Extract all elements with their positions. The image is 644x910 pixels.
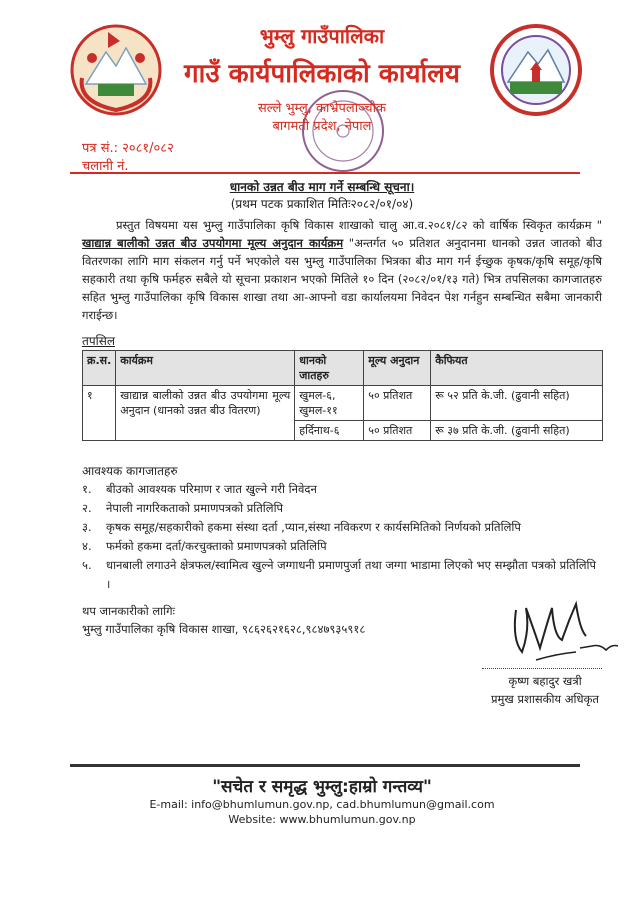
letter-number: पत्र सं.: २०८१/०८२ [82,141,174,156]
body-text-2: "अन्तर्गत ५० प्रतिशत अनुदानमा धानको उन्नत जातको बीउ वितरणका लागि माग संकलन गर्नु पर्ने भएकोले यस भुम्लु गाउँपालिका भित्रका बीउ माग गर्न ईच्छुक कृषक/कृषि समूह/कृषि सहकारी तथा कृषि फर्महरु सबैले यो सूचना प्रकाशन भएको मितिले १० दिन (२०८२/०१/१३ गते) भित्र तपसिलका कागजातहरु सहित भुम्लु गाउँपालिका कृषि विकास शाखा तथा आ-आफ्नो वडा कार्यालयमा निवेदन पेश गर्नहुन सम्बन्धित सबैमा जानकारी गराईन्छ। [82,236,602,322]
dispatch-number: चलानी नं. [82,159,129,174]
cell-remarks: रू ३७ प्रति के.जी. (ढुवानी सहित) [431,421,603,441]
municipality-logo-icon [488,22,584,118]
contact-line: भुम्लु गाउँपालिका कृषि विकास शाखा, ९८६२६२१६२८,९८४७९३५९१८ [82,622,366,636]
footer-email: E-mail: info@bhumlumun.gov.np, cad.bhumlumun@gmail.com [149,798,495,811]
table-header-row [83,351,603,386]
header-variety: धानको जातहरु [295,351,364,386]
program-name: खाद्यान्न बालीको उन्नत बीउ उपयोगमा मूल्य अनुदान कार्यक्रम [82,236,344,250]
header-subsidy: मूल्य अनुदान [364,351,431,386]
body-text-1: प्रस्तुत विषयमा यस भुम्लु गाउँपालिका कृषि विकास शाखाको चालु आ.व.२०८१/८२ को वार्षिक स्विकृत कार्यक्रम " [116,218,602,232]
list-item: ५. धानबाली लगाउने क्षेत्रफल/स्वामित्व खुल्ने जग्गाधनी प्रमाणपुर्जा तथा जग्गा भाडामा लिएको भए सम्झौता पत्रको प्रतिलिपि । [82,558,597,591]
footer-slogan: "सचेत र समृद्ध भुम्लु:हाम्रो गन्तव्य" [212,777,432,797]
municipality-name: भुम्लु गाउँपालिका [259,24,385,48]
list-item: २. नेपाली नागरिकताको प्रमाणपत्रको प्रतिलिपि [82,501,284,515]
signature-icon [496,590,636,670]
office-address: सल्ले भुम्लु, काभ्रेपलाञ्चोक [257,101,387,116]
cell-sn: १ [83,386,116,441]
cell-subsidy: ५० प्रतिशत [364,386,431,421]
list-item: १. बीउको आवश्यक परिमाण र जात खुल्ने गरी निवेदन [82,482,317,496]
schedule-table [82,350,603,441]
header-remarks: कैफियत [431,351,603,386]
signatory-title: प्रमुख प्रशासकीय अधिकृत [491,692,599,706]
header-divider [70,172,580,174]
cell-variety: खुमल-६, खुमल-११ [295,386,364,421]
documents-list [82,480,602,594]
table-caption: तपसिल [82,334,116,348]
header-sn: क्र.स. [83,351,116,386]
header-program: कार्यक्रम [116,351,295,386]
cell-variety: हर्दिनाथ-६ [295,421,364,441]
list-item: ३. कृषक समूह/सहकारीको हकमा संस्था दर्ता ,प्यान,संस्था नविकरण र कार्यसमितिको निर्णयको प्रतिलिपि [82,520,521,534]
footer-divider [70,764,580,767]
office-province: बागमती प्रदेश, नेपाल [272,119,372,134]
cell-remarks: रू ५२ प्रति के.जी. (ढुवानी सहित) [431,386,603,421]
list-item: ४. फर्मको हकमा दर्ता/करचुक्ताको प्रमाणपत्रको प्रतिलिपि [82,539,327,553]
office-name: गाउँ कार्यपालिकाको कार्यालय [184,59,460,89]
documents-heading: आवश्यक कागजातहरु [82,464,178,478]
footer-website: Website: www.bhumlumun.gov.np [228,813,416,826]
contact-label: थप जानकारीको लागिः [82,604,175,618]
notice-body [82,216,602,324]
signature-line [482,668,602,669]
notice-subtitle: (प्रथम पटक प्रकाशित मितिः२०८२/०१/०४) [230,197,414,211]
table-row [83,386,603,421]
notice-title: धानको उन्नत बीउ माग गर्ने सम्बन्धि सूचना। [229,180,415,194]
signatory-name: कृष्ण बहादुर खत्री [508,674,582,688]
cell-program: खाद्यान्न बालीको उन्नत बीउ उपयोगमा मूल्य अनुदान (धानको उन्नत बीउ वितरण) [116,386,295,441]
cell-subsidy: ५० प्रतिशत [364,421,431,441]
